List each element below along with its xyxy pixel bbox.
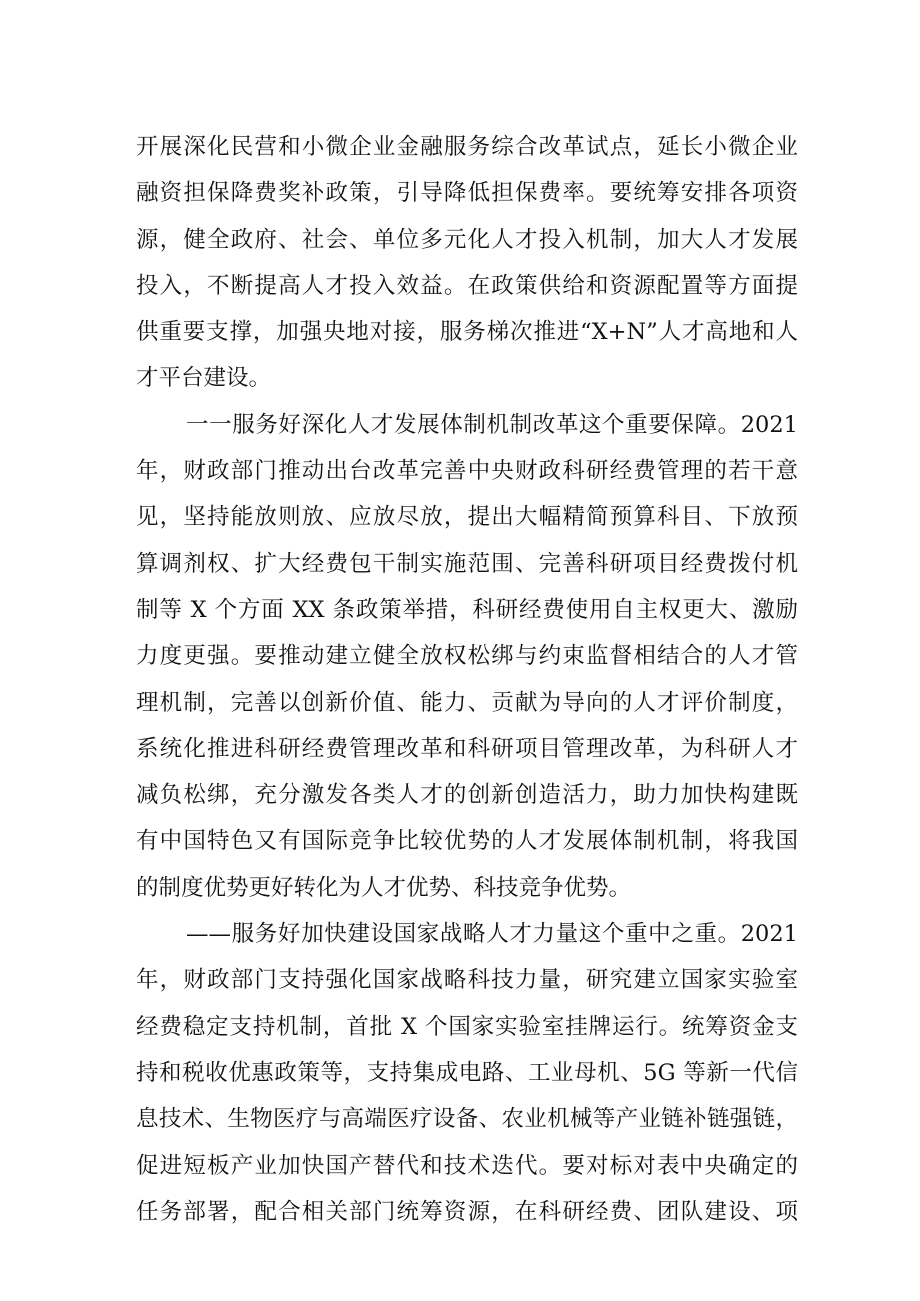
text-line: 制等 X 个方面 XX 条政策举措，科研经费使用自主权更大、激励 — [136, 596, 798, 623]
paragraph-start-line: 一一服务好深化人才发展体制机制改革这个重要保障。2021 — [186, 411, 798, 438]
text-line: 年，财政部门推动出台改革完善中央财政科研经费管理的若干意 — [136, 458, 798, 485]
text-line: 的制度优势更好转化为人才优势、科技竞争优势。 — [136, 874, 632, 901]
text-line: 经费稳定支持机制，首批 X 个国家实验室挂牌运行。统筹资金支 — [136, 1013, 798, 1040]
text-line: 减负松绑，充分激发各类人才的创新创造活力，助力加快构建既 — [136, 782, 798, 809]
text-line: 算调剂权、扩大经费包干制实施范围、完善科研项目经费拨付机 — [136, 550, 798, 577]
text-line: 持和税收优惠政策等，支持集成电路、工业母机、5G 等新一代信 — [136, 1059, 798, 1086]
paragraph-start-line: ——服务好加快建设国家战略人才力量这个重中之重。2021 — [186, 921, 798, 948]
text-line: 年，财政部门支持强化国家战略科技力量，研究建立国家实验室 — [136, 967, 798, 994]
text-line: 投入，不断提高人才投入效益。在政策供给和资源配置等方面提 — [136, 272, 798, 299]
text-line: 见，坚持能放则放、应放尽放，提出大幅精简预算科目、下放预 — [136, 504, 798, 531]
text-line: 理机制，完善以创新价值、能力、贡献为导向的人才评价制度， — [136, 689, 798, 716]
text-line: 有中国特色又有国际竞争比较优势的人才发展体制机制，将我国 — [136, 828, 798, 855]
text-line: 源，健全政府、社会、单位多元化人才投入机制，加大人才发展 — [136, 226, 798, 253]
text-line: 系统化推进科研经费管理改革和科研项目管理改革，为科研人才 — [136, 735, 798, 762]
text-line: 促进短板产业加快国产替代和技术迭代。要对标对表中央确定的 — [136, 1152, 798, 1179]
text-line: 供重要支撑，加强央地对接，服务梯次推进“X+N”人才高地和人 — [136, 319, 798, 346]
text-line: 力度更强。要推动建立健全放权松绑与约束监督相结合的人才管 — [136, 643, 798, 670]
text-line: 息技术、生物医疗与高端医疗设备、农业机械等产业链补链强链， — [136, 1106, 798, 1133]
text-line: 开展深化民营和小微企业金融服务综合改革试点，延长小微企业 — [136, 134, 798, 160]
text-line: 任务部署，配合相关部门统筹资源，在科研经费、团队建设、项 — [136, 1198, 798, 1225]
document-body — [136, 124, 798, 1235]
text-line: 融资担保降费奖补政策，引导降低担保费率。要统筹安排各项资 — [136, 180, 798, 207]
text-line: 才平台建设。 — [136, 365, 272, 392]
